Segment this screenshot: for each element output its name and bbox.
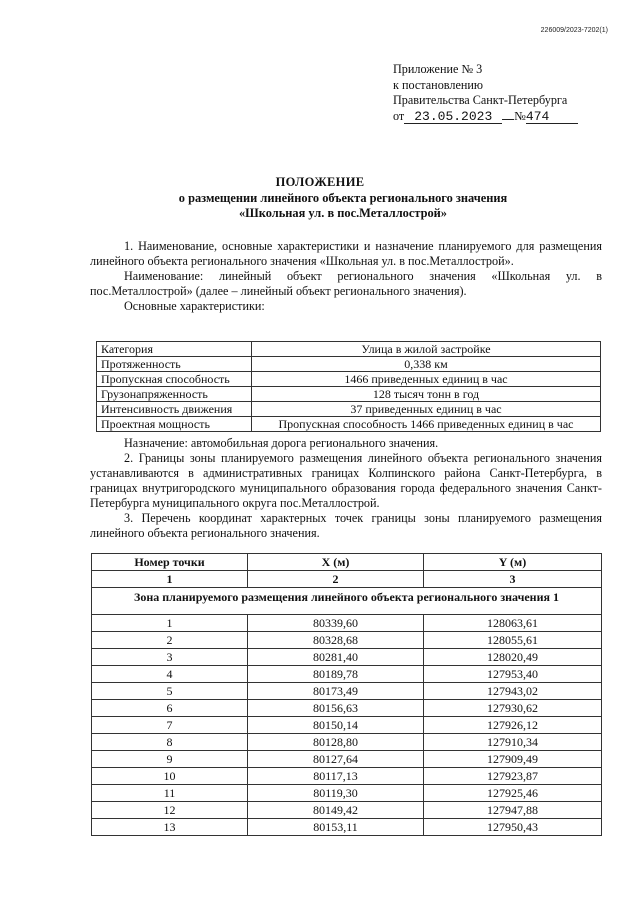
date-number-line	[393, 109, 603, 125]
x-coordinate: 80156,63	[248, 700, 424, 717]
char-key: Интенсивность движения	[97, 402, 252, 417]
column-number-row	[92, 571, 602, 588]
appendix-line: Правительства Санкт-Петербурга	[393, 93, 568, 107]
char-key: Категория	[97, 342, 252, 357]
char-key: Пропускная способность	[97, 372, 252, 387]
document-id: 226009/2023-7202(1)	[540, 27, 608, 34]
paragraph: Основные характеристики:	[124, 299, 265, 313]
paragraph: 1. Наименование, основные характеристики и назначение планируемого для размещения линейного объекта регионального значения «Школьная ул. в пос.Металлострой».	[90, 239, 602, 268]
y-coordinate: 127923,87	[424, 768, 602, 785]
char-value: Пропускная способность 1466 приведенных единиц в час	[252, 417, 601, 432]
y-coordinate: 127926,12	[424, 717, 602, 734]
x-coordinate: 80328,68	[248, 632, 424, 649]
char-value: 0,338 км	[252, 357, 601, 372]
coordinates-table	[91, 553, 602, 836]
char-value: 37 приведенных единиц в час	[252, 402, 601, 417]
y-coordinate: 127947,88	[424, 802, 602, 819]
table-row	[92, 734, 602, 751]
table-row	[92, 683, 602, 700]
y-coordinate: 127953,40	[424, 666, 602, 683]
paragraph: 3. Перечень координат характерных точек границы зоны планируемого размещения линейного объекта регионального значения.	[90, 511, 602, 540]
x-coordinate: 80149,42	[248, 802, 424, 819]
x-coordinate: 80119,30	[248, 785, 424, 802]
date-prefix: от	[393, 108, 405, 123]
y-coordinate: 128055,61	[424, 632, 602, 649]
column-number: 3	[424, 571, 602, 588]
table-row	[97, 417, 601, 432]
table-row	[92, 632, 602, 649]
x-coordinate: 80281,40	[248, 649, 424, 666]
paragraph: 2. Границы зоны планируемого размещения линейного объекта регионального значения устанавливаются в административных границах Колпинского района Санкт-Петербурга, в границах внутригородского муниципального образования города федерального значения Санкт-Петербурга муниципального округа пос.Металлострой.	[90, 451, 602, 510]
x-coordinate: 80153,11	[248, 819, 424, 836]
table-row	[92, 666, 602, 683]
x-coordinate: 80189,78	[248, 666, 424, 683]
point-number: 3	[92, 649, 248, 666]
header-row	[92, 554, 602, 571]
point-number: 6	[92, 700, 248, 717]
title-subheading: о размещении линейного объекта регионального значения	[178, 190, 508, 205]
paragraph: Наименование: линейный объект регионального значения «Школьная ул. в пос.Металлострой» (далее – линейный объект регионального значения).	[90, 269, 602, 298]
x-coordinate: 80128,80	[248, 734, 424, 751]
table-row	[97, 357, 601, 372]
zone-title: Зона планируемого размещения линейного объекта регионального значения 1	[92, 588, 602, 615]
table-row	[97, 342, 601, 357]
table-row	[92, 768, 602, 785]
point-number: 2	[92, 632, 248, 649]
point-number: 8	[92, 734, 248, 751]
char-key: Протяженность	[97, 357, 252, 372]
x-coordinate: 80127,64	[248, 751, 424, 768]
y-coordinate: 127943,02	[424, 683, 602, 700]
appendix-block	[393, 62, 603, 124]
column-header: Y (м)	[424, 554, 602, 571]
number-prefix: №	[514, 108, 526, 123]
decree-date: 23.05.2023	[404, 110, 502, 124]
char-key: Грузонапряженность	[97, 387, 252, 402]
point-number: 12	[92, 802, 248, 819]
point-number: 4	[92, 666, 248, 683]
column-number: 1	[92, 571, 248, 588]
y-coordinate: 127950,43	[424, 819, 602, 836]
point-number: 9	[92, 751, 248, 768]
char-value: 1466 приведенных единиц в час	[252, 372, 601, 387]
char-value: Улица в жилой застройке	[252, 342, 601, 357]
paragraph: Назначение: автомобильная дорога регионального значения.	[124, 436, 439, 450]
table-row	[97, 387, 601, 402]
zone-row	[92, 588, 602, 615]
y-coordinate: 128020,49	[424, 649, 602, 666]
x-coordinate: 80173,49	[248, 683, 424, 700]
table-row	[92, 615, 602, 632]
column-header: X (м)	[248, 554, 424, 571]
table-row	[92, 802, 602, 819]
char-key: Проектная мощность	[97, 417, 252, 432]
x-coordinate: 80117,13	[248, 768, 424, 785]
point-number: 1	[92, 615, 248, 632]
point-number: 11	[92, 785, 248, 802]
point-number: 5	[92, 683, 248, 700]
section-2	[90, 436, 602, 541]
point-number: 10	[92, 768, 248, 785]
point-number: 13	[92, 819, 248, 836]
section-1	[90, 239, 602, 314]
appendix-line: Приложение № 3	[393, 62, 483, 76]
y-coordinate: 127925,46	[424, 785, 602, 802]
decree-number: 474	[526, 110, 578, 124]
y-coordinate: 127910,34	[424, 734, 602, 751]
table-row	[97, 372, 601, 387]
column-header: Номер точки	[92, 554, 248, 571]
column-number: 2	[248, 571, 424, 588]
y-coordinate: 127930,62	[424, 700, 602, 717]
underline-filler	[502, 119, 514, 120]
table-row	[92, 649, 602, 666]
document-title	[0, 175, 640, 222]
table-row	[92, 819, 602, 836]
char-value: 128 тысяч тонн в год	[252, 387, 601, 402]
y-coordinate: 127909,49	[424, 751, 602, 768]
title-heading: ПОЛОЖЕНИЕ	[275, 175, 365, 189]
table-row	[92, 717, 602, 734]
title-object-name: «Школьная ул. в пос.Металлострой»	[238, 206, 448, 220]
y-coordinate: 128063,61	[424, 615, 602, 632]
x-coordinate: 80150,14	[248, 717, 424, 734]
table-row	[92, 700, 602, 717]
table-row	[97, 402, 601, 417]
table-row	[92, 785, 602, 802]
appendix-line: к постановлению	[393, 77, 484, 92]
table-row	[92, 751, 602, 768]
x-coordinate: 80339,60	[248, 615, 424, 632]
point-number: 7	[92, 717, 248, 734]
characteristics-table	[96, 341, 601, 432]
